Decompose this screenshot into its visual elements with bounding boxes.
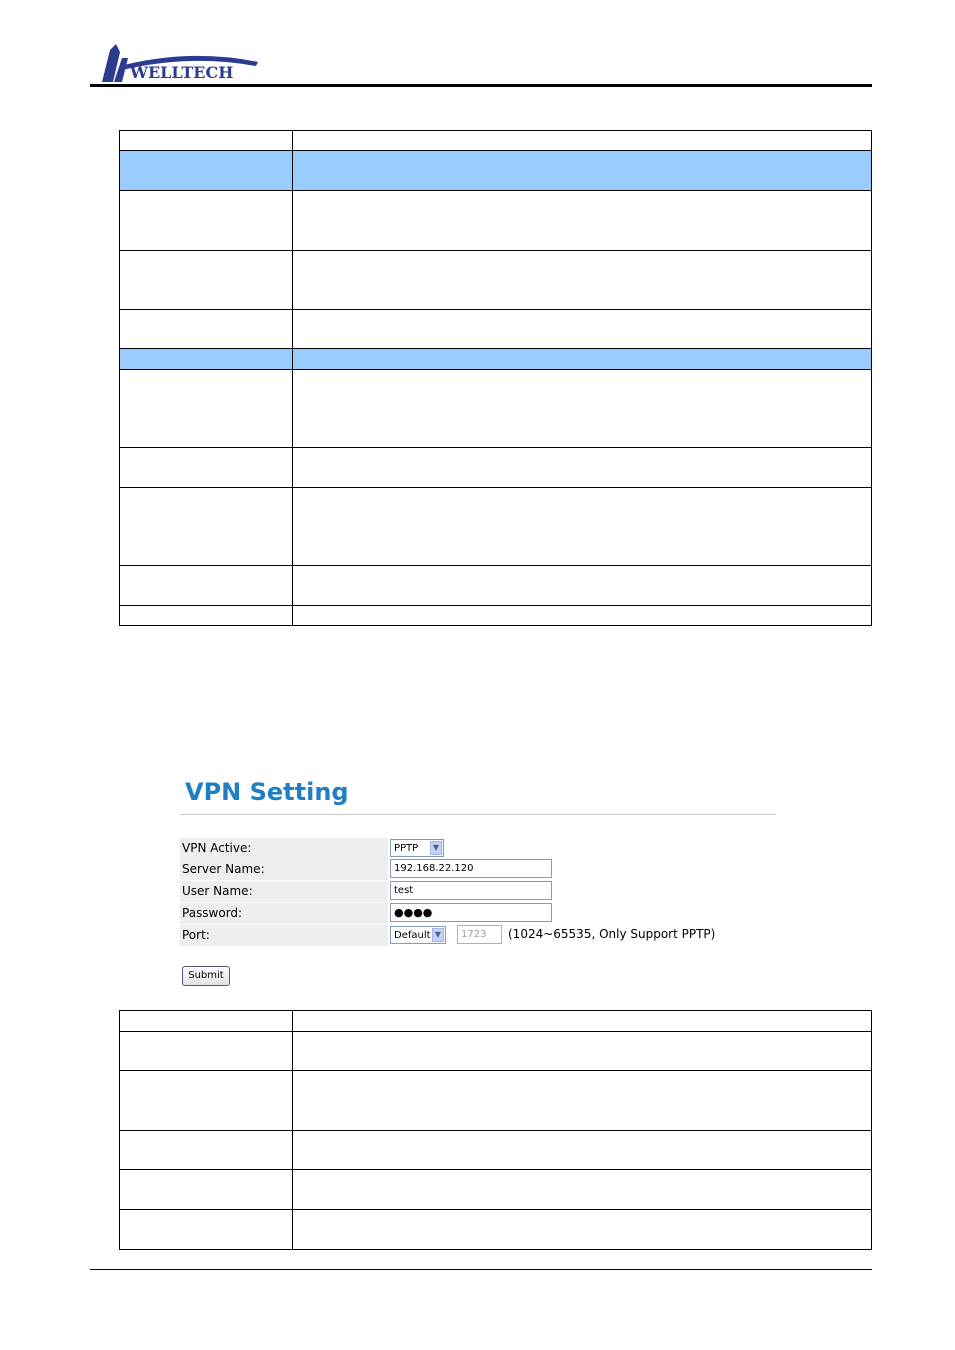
footer-rule [90, 1269, 872, 1270]
table-row [120, 151, 872, 191]
title-divider [180, 814, 776, 815]
welltech-logo [100, 44, 265, 84]
password-input[interactable]: ●●●● [390, 903, 552, 922]
table-row [120, 1032, 872, 1071]
vpn-active-row [180, 838, 780, 859]
table-row [120, 1131, 872, 1170]
table-row [120, 191, 872, 251]
lower-table [119, 1010, 872, 1250]
table-row [120, 349, 872, 370]
password-label: Password: [180, 903, 388, 924]
page-title: VPN Setting [185, 778, 349, 806]
chevron-down-icon[interactable]: ▼ [430, 841, 442, 855]
port-range-note: (1024~65535, Only Support PPTP) [508, 927, 716, 941]
vpn-active-select[interactable] [390, 839, 444, 857]
table-row [120, 488, 872, 566]
submit-button[interactable]: Submit [182, 966, 230, 986]
vpn-active-label: VPN Active: [180, 838, 388, 859]
table-row [120, 310, 872, 349]
logo-text: WELLTECH [130, 63, 234, 82]
port-input[interactable]: 1723 [457, 925, 502, 944]
table-row [120, 251, 872, 310]
user-name-row [180, 881, 780, 902]
port-row [180, 925, 780, 946]
server-name-input[interactable]: 192.168.22.120 [390, 859, 552, 878]
port-label: Port: [180, 925, 388, 946]
table-row [120, 606, 872, 626]
user-name-label: User Name: [180, 881, 388, 902]
port-mode-value: Default [394, 930, 431, 941]
user-name-input[interactable]: test [390, 881, 552, 900]
table-row [120, 1210, 872, 1250]
table-row [120, 131, 872, 151]
port-mode-select[interactable] [390, 926, 446, 944]
chevron-down-icon[interactable]: ▼ [432, 928, 444, 942]
table-row [120, 370, 872, 448]
table-row [120, 448, 872, 488]
server-name-label: Server Name: [180, 859, 388, 880]
server-name-row [180, 859, 780, 880]
vpn-setting-panel [180, 770, 780, 990]
table-row [120, 566, 872, 606]
table-row [120, 1071, 872, 1131]
table-row [120, 1170, 872, 1210]
upper-table [119, 130, 872, 626]
header-rule [90, 84, 872, 87]
password-row [180, 903, 780, 924]
table-row [120, 1011, 872, 1032]
vpn-active-value: PPTP [394, 843, 419, 854]
